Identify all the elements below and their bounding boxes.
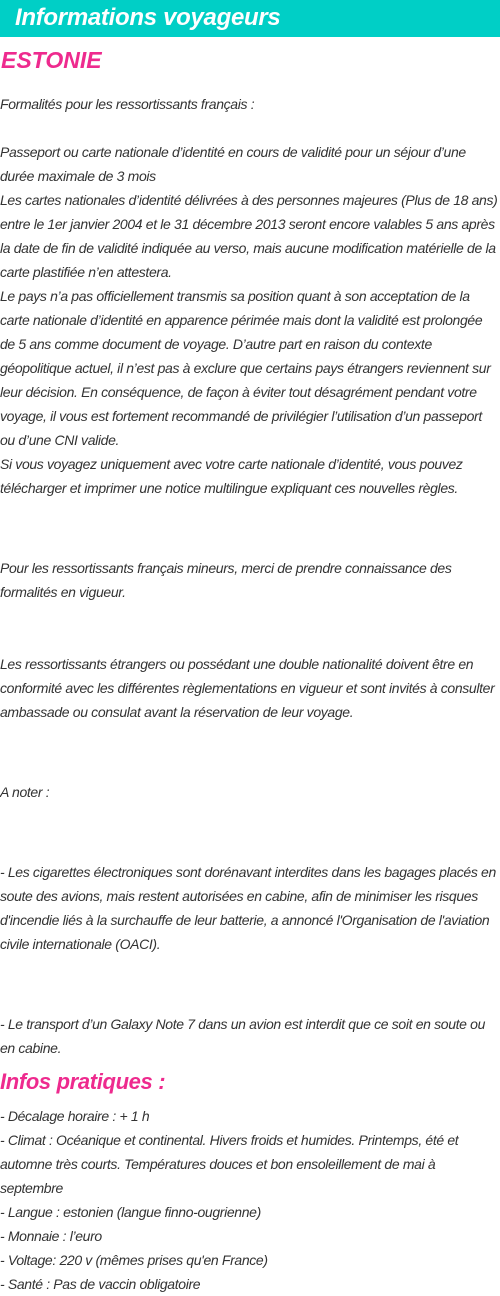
page-title: Informations voyageurs [15, 4, 281, 31]
spacer [0, 804, 500, 860]
spacer [0, 116, 500, 140]
info-climat: - Climat : Océanique et continental. Hivers froids et humides. Printemps, été et automne très courts. Températures douces et bon ensoleillement de mai à septembre [0, 1132, 459, 1196]
galaxy-note: - Le transport d’un Galaxy Note 7 dans un avion est interdit que ce soit en soute ou en cabine. [0, 1016, 486, 1056]
info-voltage: - Voltage: 220 v (mêmes prises qu'en France) [0, 1252, 268, 1268]
country-title: ESTONIE [1, 47, 102, 73]
formalites-paragraph: Le pays n’a pas officiellement transmis sa position quant à son acceptation de la carte nationale d’identité en apparence périmée mais dont la validité est prolongée de 5 ans comme document de voyage. D’autre part en raison du contexte géopolitique actuel, il n’est pas à exclure que certains pays étrangers reviennent sur leur décision. En conséquence, de façon à éviter tout désagrément pendant votre voyage, il vous est fortement recommandé de privilégier l’utilisation d’un passeport ou d’une CNI valide. [0, 288, 491, 448]
formalites-paragraph: Passeport ou carte nationale d’identité en cours de validité pour un séjour d’une durée maximale de 3 mois [0, 144, 466, 184]
formalites-paragraph: Si vous voyagez uniquement avec votre carte nationale d’identité, vous pouvez télécharger et imprimer une notice multilingue expliquant ces nouvelles règles. [0, 456, 463, 496]
infos-pratiques-heading: Infos pratiques : [0, 1069, 166, 1094]
info-langue: - Langue : estonien (langue finno-ougrienne) [0, 1204, 261, 1220]
etrangers-paragraph: Les ressortissants étrangers ou possédant une double nationalité doivent être en conformité avec les différentes règlementations en vigueur et sont invités à consulter ambassade ou consulat avant la réservation de leur voyage. [0, 656, 495, 720]
spacer [0, 956, 500, 1012]
info-monnaie: - Monnaie : l’euro [0, 1228, 102, 1244]
spacer [0, 604, 500, 652]
spacer [0, 724, 500, 780]
cigarettes-note: - Les cigarettes électroniques sont dorénavant interdites dans les bagages placés en soute des avions, mais restent autorisées en cabine, afin de minimiser les risques d'incendie liés à la surchauffe de leur batterie, a annoncé l'Organisation de l'aviation civile internationale (OACI). [0, 864, 496, 952]
formalites-intro: Formalités pour les ressortissants français : [0, 96, 255, 112]
info-sante: - Santé : Pas de vaccin obligatoire [0, 1276, 201, 1292]
mineurs-paragraph: Pour les ressortissants français mineurs, merci de prendre connaissance des formalités en vigueur. [0, 560, 452, 600]
a-noter-label: A noter : [0, 784, 50, 800]
content [0, 92, 500, 1296]
info-decalage: - Décalage horaire : + 1 h [0, 1108, 150, 1124]
spacer [0, 500, 500, 556]
header-bar [0, 0, 500, 37]
formalites-paragraph: Les cartes nationales d’identité délivrées à des personnes majeures (Plus de 18 ans) entre le 1er janvier 2004 et le 31 décembre 2013 seront encore valables 5 ans après la date de fin de validité indiquée au verso, mais aucune modification matérielle de la carte plastifiée n’en attestera. [0, 192, 498, 280]
